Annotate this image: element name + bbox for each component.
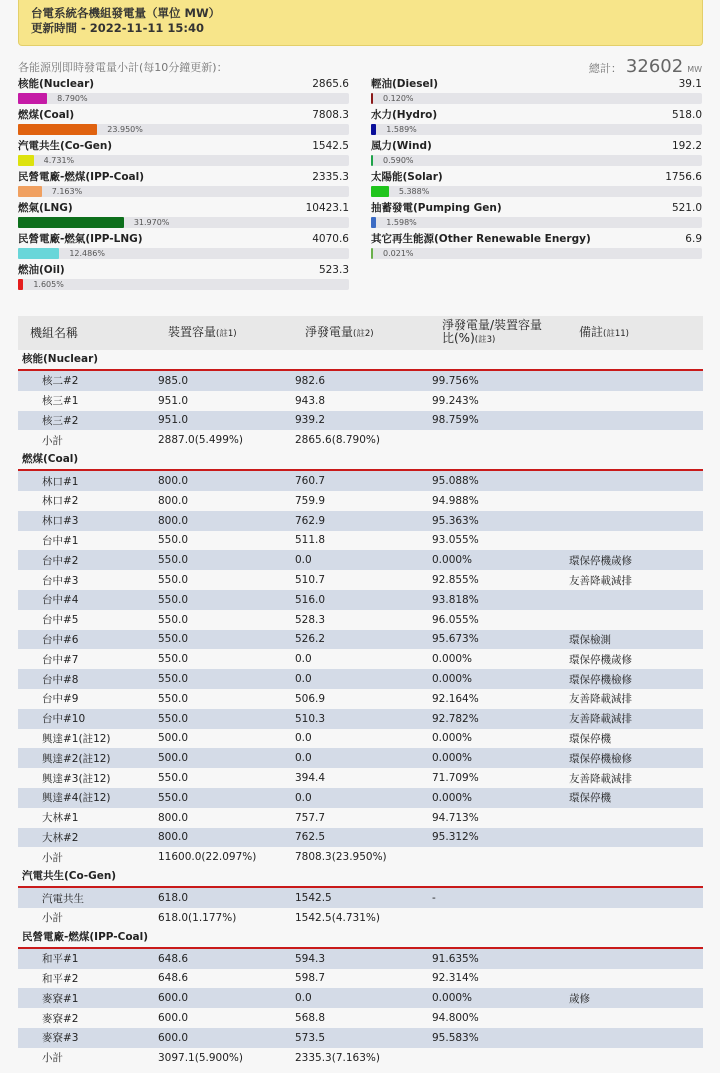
energy-source-item bbox=[18, 108, 349, 139]
energy-share-fill bbox=[18, 93, 47, 104]
cell-ratio: 95.583% bbox=[432, 1031, 479, 1044]
table-body bbox=[18, 350, 703, 1068]
energy-share-fill bbox=[18, 186, 42, 197]
cell-unit-name: 台中#10 bbox=[42, 713, 86, 726]
cell-net-generation: 762.5 bbox=[295, 831, 326, 844]
cell-unit-name: 台中#7 bbox=[42, 653, 79, 666]
cell-unit-name: 麥寮#3 bbox=[42, 1032, 79, 1045]
cell-unit-name: 興達#3(註12) bbox=[42, 772, 111, 785]
energy-share-fill bbox=[371, 248, 373, 259]
subtotal-row bbox=[18, 847, 703, 867]
cell-capacity: 600.0 bbox=[158, 992, 189, 1005]
cell-ratio: 0.000% bbox=[432, 673, 473, 686]
energy-source-item bbox=[18, 232, 349, 263]
cell-remark: 友善降載減排 bbox=[569, 693, 632, 706]
energy-source-row bbox=[371, 108, 702, 122]
cell-capacity: 550.0 bbox=[158, 791, 189, 804]
energy-source-name: 民營電廠-燃煤(IPP-Coal) bbox=[18, 171, 145, 183]
col-remark: 備註(註11) bbox=[579, 324, 629, 339]
cell-unit-name: 核三#2 bbox=[42, 414, 79, 427]
cell-net-generation: 510.3 bbox=[295, 712, 326, 725]
cell-unit-name: 小計 bbox=[42, 1052, 63, 1065]
energy-source-value: 2865.6 bbox=[312, 78, 349, 90]
table-row bbox=[18, 969, 703, 989]
cell-capacity: 600.0 bbox=[158, 1012, 189, 1024]
table-row bbox=[18, 888, 703, 908]
cell-net-generation: 0.0 bbox=[295, 673, 312, 686]
cell-unit-name: 台中#5 bbox=[42, 614, 79, 627]
energy-source-item bbox=[18, 263, 349, 294]
cell-remark: 歲修 bbox=[569, 992, 590, 1005]
total-output bbox=[589, 56, 702, 77]
cell-unit-name: 大林#2 bbox=[42, 831, 79, 844]
energy-share-percent: 5.388% bbox=[398, 187, 430, 196]
energy-share-bar bbox=[371, 124, 702, 135]
table-row bbox=[18, 788, 703, 808]
cell-net-generation: 1542.5(4.731%) bbox=[295, 911, 380, 924]
energy-source-row bbox=[18, 170, 349, 184]
energy-share-bar bbox=[18, 155, 349, 166]
cell-net-generation: 573.5 bbox=[295, 1031, 326, 1044]
table-row bbox=[18, 471, 703, 491]
cell-net-generation: 939.2 bbox=[295, 414, 326, 427]
energy-source-value: 1756.6 bbox=[665, 171, 702, 183]
cell-net-generation: 757.7 bbox=[295, 811, 326, 824]
cell-ratio: 94.800% bbox=[432, 1012, 479, 1024]
cell-capacity: 550.0 bbox=[158, 653, 189, 666]
cell-capacity: 550.0 bbox=[158, 554, 189, 567]
cell-unit-name: 小計 bbox=[42, 912, 63, 925]
cell-remark: 環保停機歲修 bbox=[569, 554, 632, 567]
subtotal-row bbox=[18, 908, 703, 928]
table-row bbox=[18, 748, 703, 768]
energy-share-percent: 23.950% bbox=[107, 125, 143, 134]
cell-capacity: 800.0 bbox=[158, 514, 189, 527]
energy-source-row bbox=[18, 77, 349, 91]
energy-source-item bbox=[18, 77, 349, 108]
cell-net-generation: 510.7 bbox=[295, 574, 326, 587]
cell-net-generation: 982.6 bbox=[295, 374, 326, 387]
energy-share-percent: 4.731% bbox=[43, 156, 75, 165]
cell-remark: 環保檢測 bbox=[569, 633, 611, 646]
cell-net-generation: 759.9 bbox=[295, 494, 326, 507]
table-row bbox=[18, 411, 703, 431]
energy-source-name: 汽電共生(Co-Gen) bbox=[18, 140, 113, 152]
energy-source-name: 燃氣(LNG) bbox=[18, 202, 73, 214]
cell-capacity: 500.0 bbox=[158, 752, 189, 765]
cell-ratio: 0.000% bbox=[432, 992, 473, 1005]
energy-source-item bbox=[18, 139, 349, 170]
cell-ratio: 0.000% bbox=[432, 554, 473, 567]
cell-ratio: 0.000% bbox=[432, 791, 473, 804]
cell-capacity: 11600.0(22.097%) bbox=[158, 851, 257, 864]
col-net-generation: 淨發電量(註2) bbox=[305, 324, 374, 339]
table-row bbox=[18, 570, 703, 590]
cell-unit-name: 台中#2 bbox=[42, 554, 79, 567]
energy-share-bar bbox=[371, 248, 702, 259]
cell-capacity: 648.6 bbox=[158, 952, 189, 965]
energy-share-fill bbox=[18, 124, 97, 135]
cell-remark: 友善降載減排 bbox=[569, 713, 632, 726]
col-unit-name: 機組名稱 bbox=[30, 325, 79, 340]
cell-unit-name: 和平#2 bbox=[42, 972, 79, 985]
cell-ratio: - bbox=[432, 892, 436, 905]
energy-source-value: 10423.1 bbox=[305, 202, 349, 214]
cell-net-generation: 1542.5 bbox=[295, 892, 332, 905]
energy-share-bar bbox=[18, 279, 349, 290]
energy-source-value: 521.0 bbox=[671, 202, 702, 214]
table-row bbox=[18, 808, 703, 828]
energy-source-item bbox=[371, 108, 702, 139]
cell-capacity: 800.0 bbox=[158, 494, 189, 507]
energy-source-value: 192.2 bbox=[671, 140, 702, 152]
total-label: 總計： bbox=[588, 62, 622, 75]
cell-capacity: 550.0 bbox=[158, 574, 189, 587]
cell-ratio: 0.000% bbox=[432, 752, 473, 765]
energy-share-percent: 0.021% bbox=[383, 249, 414, 258]
table-row bbox=[18, 1028, 703, 1048]
cell-unit-name: 小計 bbox=[42, 434, 63, 447]
category-header: 汽電共生(Co-Gen) bbox=[18, 867, 703, 888]
cell-net-generation: 506.9 bbox=[295, 692, 326, 705]
cell-net-generation: 760.7 bbox=[295, 475, 326, 488]
energy-source-row bbox=[371, 201, 702, 215]
cell-unit-name: 台中#1 bbox=[42, 534, 79, 547]
cell-unit-name: 和平#1 bbox=[42, 953, 79, 966]
cell-unit-name: 興達#4(註12) bbox=[42, 792, 111, 805]
table-row bbox=[18, 531, 703, 551]
energy-source-value: 518.0 bbox=[671, 109, 702, 121]
cell-unit-name: 麥寮#1 bbox=[42, 992, 79, 1005]
cell-remark: 友善降載減排 bbox=[569, 574, 632, 587]
cell-ratio: 96.055% bbox=[432, 613, 479, 626]
cell-remark: 環保停機 bbox=[569, 732, 611, 745]
table-row bbox=[18, 630, 703, 650]
cell-unit-name: 核三#1 bbox=[42, 395, 79, 408]
energy-share-percent: 12.486% bbox=[69, 249, 105, 258]
cell-net-generation: 0.0 bbox=[295, 554, 312, 567]
cell-capacity: 500.0 bbox=[158, 732, 189, 745]
cell-capacity: 600.0 bbox=[158, 1031, 189, 1044]
cell-ratio: 99.243% bbox=[432, 394, 479, 407]
cell-net-generation: 0.0 bbox=[295, 653, 312, 666]
table-row bbox=[18, 669, 703, 689]
cell-capacity: 2887.0(5.499%) bbox=[158, 434, 243, 447]
cell-net-generation: 526.2 bbox=[295, 633, 326, 646]
category-header: 核能(Nuclear) bbox=[18, 350, 703, 371]
cell-net-generation: 2335.3(7.163%) bbox=[295, 1051, 380, 1064]
energy-source-row bbox=[18, 201, 349, 215]
update-time: 更新時間 - 2022-11-11 15:40 bbox=[31, 21, 204, 35]
energy-share-bar bbox=[18, 93, 349, 104]
cell-ratio: 92.164% bbox=[432, 692, 479, 705]
cell-net-generation: 516.0 bbox=[295, 593, 326, 606]
cell-ratio: 0.000% bbox=[432, 653, 473, 666]
energy-share-percent: 1.605% bbox=[33, 280, 64, 289]
cell-ratio: 94.713% bbox=[432, 811, 479, 824]
col-capacity-ratio: 淨發電量/裝置容量 比(%)(註3) bbox=[442, 318, 543, 345]
total-value: 32602 bbox=[625, 56, 684, 77]
cell-ratio: 95.312% bbox=[432, 831, 479, 844]
energy-source-row bbox=[18, 232, 349, 246]
cell-unit-name: 核二#2 bbox=[42, 375, 79, 388]
cell-unit-name: 林口#3 bbox=[42, 515, 79, 528]
cell-capacity: 800.0 bbox=[158, 475, 189, 488]
energy-source-name: 其它再生能源(Other Renewable Energy) bbox=[371, 233, 591, 245]
cell-ratio: 95.673% bbox=[432, 633, 479, 646]
cell-capacity: 550.0 bbox=[158, 712, 189, 725]
cell-remark: 環保停機歲修 bbox=[569, 653, 632, 666]
cell-capacity: 951.0 bbox=[158, 414, 189, 427]
cell-capacity: 550.0 bbox=[158, 692, 189, 705]
cell-net-generation: 2865.6(8.790%) bbox=[295, 434, 380, 447]
table-row bbox=[18, 391, 703, 411]
energy-share-bar bbox=[18, 124, 349, 135]
cell-net-generation: 568.8 bbox=[295, 1012, 326, 1024]
cell-net-generation: 594.3 bbox=[295, 952, 326, 965]
cell-capacity: 550.0 bbox=[158, 633, 189, 646]
energy-share-percent: 7.163% bbox=[51, 187, 83, 196]
energy-share-fill bbox=[371, 124, 376, 135]
cell-unit-name: 台中#9 bbox=[42, 693, 79, 706]
cell-net-generation: 598.7 bbox=[295, 972, 326, 985]
table-row bbox=[18, 1008, 703, 1028]
table-row bbox=[18, 649, 703, 669]
energy-share-percent: 0.590% bbox=[383, 156, 414, 165]
energy-share-bar bbox=[371, 155, 702, 166]
energy-share-percent: 0.120% bbox=[383, 94, 414, 103]
cell-ratio: 95.088% bbox=[432, 475, 479, 488]
cell-unit-name: 麥寮#2 bbox=[42, 1012, 79, 1025]
cell-net-generation: 0.0 bbox=[295, 752, 312, 765]
cell-remark: 環保停機檢修 bbox=[569, 673, 632, 686]
cell-capacity: 550.0 bbox=[158, 772, 189, 785]
cell-remark: 環保停機 bbox=[569, 792, 611, 805]
table-row bbox=[18, 709, 703, 729]
energy-source-item bbox=[371, 170, 702, 201]
cell-unit-name: 林口#2 bbox=[42, 495, 79, 508]
subtotal-row bbox=[18, 1048, 703, 1068]
cell-net-generation: 7808.3(23.950%) bbox=[295, 851, 387, 864]
table-row bbox=[18, 768, 703, 788]
energy-source-row bbox=[18, 108, 349, 122]
energy-source-value: 2335.3 bbox=[312, 171, 349, 183]
cell-capacity: 550.0 bbox=[158, 613, 189, 626]
energy-source-value: 7808.3 bbox=[312, 109, 349, 121]
total-unit: MW bbox=[687, 65, 702, 74]
cell-ratio: 92.855% bbox=[432, 574, 479, 587]
cell-remark: 友善降載減排 bbox=[569, 772, 632, 785]
subtotal-row bbox=[18, 430, 703, 450]
energy-source-value: 39.1 bbox=[678, 78, 702, 90]
cell-unit-name: 興達#2(註12) bbox=[42, 752, 111, 765]
energy-share-fill bbox=[371, 155, 373, 166]
cell-ratio: 91.635% bbox=[432, 952, 479, 965]
cell-capacity: 800.0 bbox=[158, 831, 189, 844]
cell-net-generation: 0.0 bbox=[295, 791, 312, 804]
energy-source-row bbox=[371, 139, 702, 153]
energy-source-name: 輕油(Diesel) bbox=[371, 78, 439, 90]
energy-source-name: 抽蓄發電(Pumping Gen) bbox=[371, 202, 502, 214]
energy-share-fill bbox=[18, 155, 34, 166]
cell-capacity: 550.0 bbox=[158, 593, 189, 606]
energy-source-row bbox=[18, 139, 349, 153]
page-header bbox=[18, 0, 703, 46]
cell-remark: 環保停機檢修 bbox=[569, 752, 632, 765]
cell-ratio: 93.055% bbox=[432, 534, 479, 547]
cell-capacity: 550.0 bbox=[158, 534, 189, 547]
page-title: 台電系統各機組發電量（單位 MW） bbox=[31, 6, 221, 20]
energy-share-percent: 1.598% bbox=[386, 218, 417, 227]
cell-net-generation: 394.4 bbox=[295, 772, 326, 785]
table-row bbox=[18, 729, 703, 749]
energy-share-fill bbox=[371, 186, 389, 197]
cell-net-generation: 528.3 bbox=[295, 613, 326, 626]
energy-source-row bbox=[18, 263, 349, 277]
energy-source-name: 太陽能(Solar) bbox=[371, 171, 443, 183]
energy-share-percent: 8.790% bbox=[57, 94, 88, 103]
energy-source-value: 1542.5 bbox=[312, 140, 349, 152]
energy-source-name: 燃煤(Coal) bbox=[18, 109, 75, 121]
energy-source-value: 6.9 bbox=[685, 233, 702, 245]
cell-unit-name: 台中#8 bbox=[42, 673, 79, 686]
cell-ratio: 0.000% bbox=[432, 732, 473, 745]
category-header: 燃煤(Coal) bbox=[18, 450, 703, 471]
cell-ratio: 99.756% bbox=[432, 374, 479, 387]
table-row bbox=[18, 949, 703, 969]
table-row bbox=[18, 828, 703, 848]
energy-share-bar bbox=[371, 217, 702, 228]
table-row bbox=[18, 590, 703, 610]
summary-subtitle: 各能源別即時發電量小計(每10分鐘更新)： bbox=[18, 61, 228, 74]
energy-source-name: 燃油(Oil) bbox=[18, 264, 65, 276]
cell-ratio: 98.759% bbox=[432, 414, 479, 427]
cell-ratio: 94.988% bbox=[432, 494, 479, 507]
energy-share-fill bbox=[18, 248, 59, 259]
energy-source-item bbox=[371, 232, 702, 263]
energy-share-fill bbox=[18, 279, 23, 290]
cell-ratio: 71.709% bbox=[432, 772, 479, 785]
energy-share-bar bbox=[371, 186, 702, 197]
cell-net-generation: 943.8 bbox=[295, 394, 326, 407]
energy-share-percent: 31.970% bbox=[133, 218, 170, 227]
cell-unit-name: 大林#1 bbox=[42, 812, 79, 825]
energy-source-item bbox=[371, 139, 702, 170]
energy-share-fill bbox=[18, 217, 124, 228]
table-header bbox=[18, 316, 703, 350]
energy-share-fill bbox=[371, 217, 376, 228]
table-row bbox=[18, 689, 703, 709]
cell-net-generation: 511.8 bbox=[295, 534, 326, 547]
energy-share-bar bbox=[18, 217, 349, 228]
energy-source-name: 風力(Wind) bbox=[371, 140, 432, 152]
cell-ratio: 92.314% bbox=[432, 972, 479, 985]
cell-net-generation: 0.0 bbox=[295, 992, 312, 1005]
table-row bbox=[18, 988, 703, 1008]
energy-source-item bbox=[18, 170, 349, 201]
cell-unit-name: 小計 bbox=[42, 851, 63, 864]
cell-unit-name: 林口#1 bbox=[42, 475, 79, 488]
energy-source-item bbox=[371, 201, 702, 232]
cell-unit-name: 台中#4 bbox=[42, 594, 79, 607]
category-header: 民營電廠-燃煤(IPP-Coal) bbox=[18, 928, 703, 949]
table-row bbox=[18, 511, 703, 531]
energy-source-row bbox=[371, 232, 702, 246]
energy-source-name: 核能(Nuclear) bbox=[18, 78, 95, 90]
energy-source-name: 水力(Hydro) bbox=[371, 109, 438, 121]
cell-ratio: 92.782% bbox=[432, 712, 479, 725]
table-row bbox=[18, 491, 703, 511]
cell-unit-name: 台中#6 bbox=[42, 633, 79, 646]
cell-ratio: 93.818% bbox=[432, 593, 479, 606]
cell-unit-name: 台中#3 bbox=[42, 574, 79, 587]
energy-share-fill bbox=[371, 93, 373, 104]
cell-ratio: 95.363% bbox=[432, 514, 479, 527]
cell-capacity: 800.0 bbox=[158, 811, 189, 824]
generation-table bbox=[18, 316, 703, 1068]
energy-source-name: 民營電廠-燃氣(IPP-LNG) bbox=[18, 233, 143, 245]
cell-unit-name: 興達#1(註12) bbox=[42, 732, 111, 745]
energy-share-bar bbox=[371, 93, 702, 104]
energy-source-value: 4070.6 bbox=[312, 233, 349, 245]
energy-share-bar bbox=[18, 248, 349, 259]
energy-source-item bbox=[371, 77, 702, 108]
energy-source-row bbox=[371, 170, 702, 184]
cell-capacity: 951.0 bbox=[158, 394, 189, 407]
cell-net-generation: 762.9 bbox=[295, 514, 326, 527]
cell-capacity: 618.0(1.177%) bbox=[158, 911, 237, 924]
energy-source-row bbox=[371, 77, 702, 91]
cell-capacity: 985.0 bbox=[158, 374, 189, 387]
cell-net-generation: 0.0 bbox=[295, 732, 312, 745]
table-row bbox=[18, 550, 703, 570]
energy-source-item bbox=[18, 201, 349, 232]
cell-capacity: 618.0 bbox=[158, 892, 189, 905]
cell-capacity: 648.6 bbox=[158, 972, 189, 985]
cell-unit-name: 汽電共生 bbox=[42, 892, 84, 905]
cell-capacity: 550.0 bbox=[158, 673, 189, 686]
table-row bbox=[18, 371, 703, 391]
energy-share-percent: 1.589% bbox=[386, 125, 417, 134]
table-row bbox=[18, 610, 703, 630]
col-capacity: 裝置容量(註1) bbox=[168, 324, 237, 339]
energy-source-value: 523.3 bbox=[318, 264, 349, 276]
cell-capacity: 3097.1(5.900%) bbox=[158, 1051, 243, 1064]
energy-share-bar bbox=[18, 186, 349, 197]
